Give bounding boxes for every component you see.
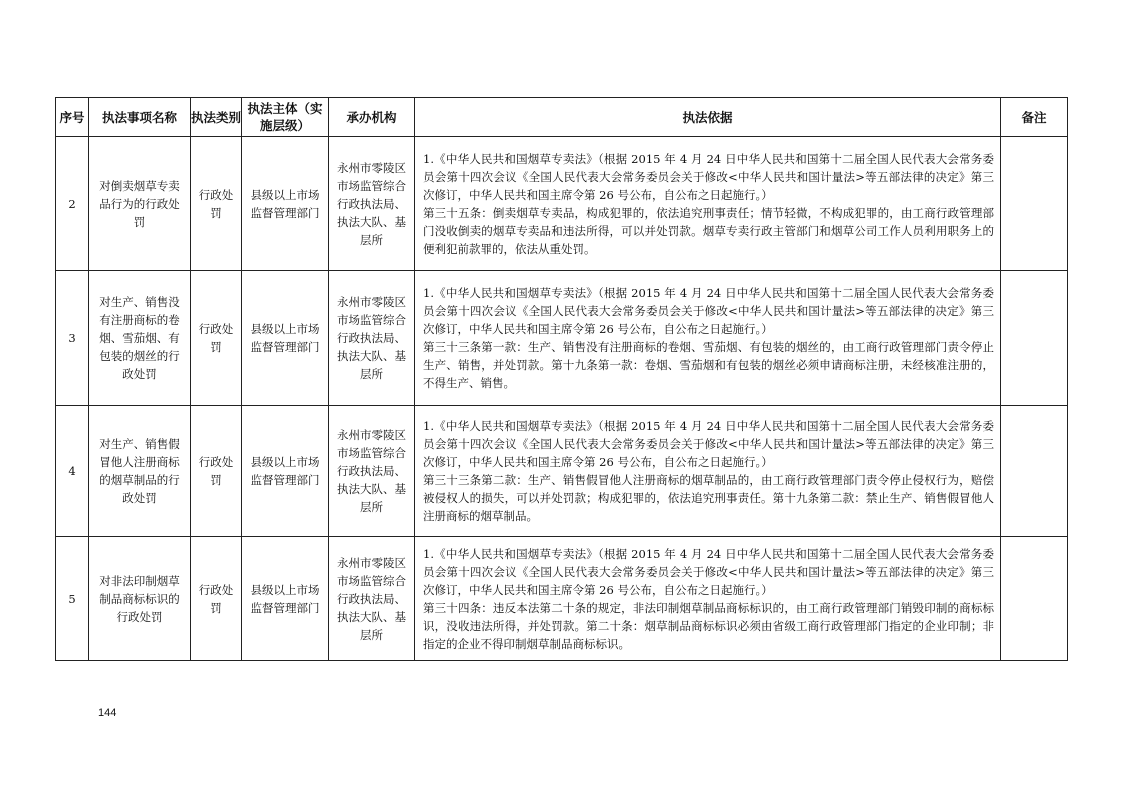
row-no: 5 [56,537,89,661]
row-no: 3 [56,271,89,406]
header-category: 执法类别 [191,98,242,137]
row-subject: 县级以上市场监督管理部门 [242,406,329,537]
table-header-row [56,98,1068,137]
basis-law-citation: 1.《中华人民共和国烟草专卖法》（根据 2015 年 4 月 24 日中华人民共和国第十二届全国人民代表大会常务委员会第十四次会议《全国人民代表大会常务委员会关于修改<中华人民共和国计量法>等五部法律的决定》第三次修订，中华人民共和国主席令第 26 号公布，自公布之日起施行。） [423,419,994,469]
header-agency: 承办机构 [329,98,415,137]
page-number: 144 [98,707,117,719]
row-no: 2 [56,137,89,271]
row-basis [415,406,1001,537]
row-category: 行政处罚 [191,271,242,406]
table-row [56,271,1068,406]
row-subject: 县级以上市场监督管理部门 [242,537,329,661]
header-remark: 备注 [1001,98,1068,137]
row-remark [1001,271,1068,406]
row-basis [415,137,1001,271]
row-subject: 县级以上市场监督管理部门 [242,137,329,271]
header-no: 序号 [56,98,89,137]
row-no: 4 [56,406,89,537]
basis-article: 第三十三条第一款：生产、销售没有注册商标的卷烟、雪茄烟、有包装的烟丝的，由工商行政管理部门责令停止生产、销售，并处罚款。第十九条第一款：卷烟、雪茄烟和有包装的烟丝必须申请商标注册，未经核准注册的，不得生产、销售。 [423,340,994,390]
basis-law-citation: 1.《中华人民共和国烟草专卖法》（根据 2015 年 4 月 24 日中华人民共和国第十二届全国人民代表大会常务委员会第十四次会议《全国人民代表大会常务委员会关于修改<中华人民共和国计量法>等五部法律的决定》第三次修订，中华人民共和国主席令第 26 号公布，自公布之日起施行。） [423,286,994,336]
row-subject: 县级以上市场监督管理部门 [242,271,329,406]
row-category: 行政处罚 [191,406,242,537]
header-subject: 执法主体（实施层级） [242,98,329,137]
basis-article: 第三十四条：违反本法第二十条的规定，非法印制烟草制品商标标识的，由工商行政管理部门销毁印制的商标标识，没收违法所得，并处罚款。第二十条：烟草制品商标标识必须由省级工商行政管理部门指定的企业印制；非指定的企业不得印制烟草制品商标标识。 [423,600,994,651]
enforcement-table [55,97,1068,661]
table-row [56,537,1068,661]
row-agency: 永州市零陵区市场监管综合行政执法局、执法大队、基层所 [329,137,415,271]
row-agency: 永州市零陵区市场监管综合行政执法局、执法大队、基层所 [329,406,415,537]
table-row [56,406,1068,537]
row-remark [1001,537,1068,661]
row-item-name: 对生产、销售假冒他人注册商标的烟草制品的行政处罚 [89,406,191,537]
basis-article: 第三十三条第二款：生产、销售假冒他人注册商标的烟草制品的，由工商行政管理部门责令停止侵权行为，赔偿被侵权人的损失，可以并处罚款；构成犯罪的，依法追究刑事责任。第十九条第二款：禁止生产、销售假冒他人注册商标的烟草制品。 [423,473,994,523]
row-basis [415,537,1001,661]
row-basis [415,271,1001,406]
row-category: 行政处罚 [191,137,242,271]
table-row [56,137,1068,271]
row-item-name: 对倒卖烟草专卖品行为的行政处罚 [89,137,191,271]
row-item-name: 对非法印制烟草制品商标标识的行政处罚 [89,537,191,661]
row-item-name: 对生产、销售没有注册商标的卷烟、雪茄烟、有包装的烟丝的行政处罚 [89,271,191,406]
row-agency: 永州市零陵区市场监管综合行政执法局、执法大队、基层所 [329,271,415,406]
row-agency: 永州市零陵区市场监管综合行政执法局、执法大队、基层所 [329,537,415,661]
basis-law-citation: 1.《中华人民共和国烟草专卖法》（根据 2015 年 4 月 24 日中华人民共和国第十二届全国人民代表大会常务委员会第十四次会议《全国人民代表大会常务委员会关于修改<中华人民共和国计量法>等五部法律的决定》第三次修订，中华人民共和国主席令第 26 号公布，自公布之日起施行。） [423,546,994,597]
header-item-name: 执法事项名称 [89,98,191,137]
row-remark [1001,406,1068,537]
basis-article: 第三十五条：倒卖烟草专卖品，构成犯罪的，依法追究刑事责任；情节轻微，不构成犯罪的，由工商行政管理部门没收倒卖的烟草专卖品和违法所得，可以并处罚款。烟草专卖行政主管部门和烟草公司工作人员利用职务上的便利犯前款罪的，依法从重处罚。 [423,205,994,256]
row-category: 行政处罚 [191,537,242,661]
header-basis: 执法依据 [415,98,1001,137]
row-remark [1001,137,1068,271]
basis-law-citation: 1.《中华人民共和国烟草专卖法》（根据 2015 年 4 月 24 日中华人民共和国第十二届全国人民代表大会常务委员会第十四次会议《全国人民代表大会常务委员会关于修改<中华人民共和国计量法>等五部法律的决定》第三次修订，中华人民共和国主席令第 26 号公布，自公布之日起施行。） [423,151,994,202]
